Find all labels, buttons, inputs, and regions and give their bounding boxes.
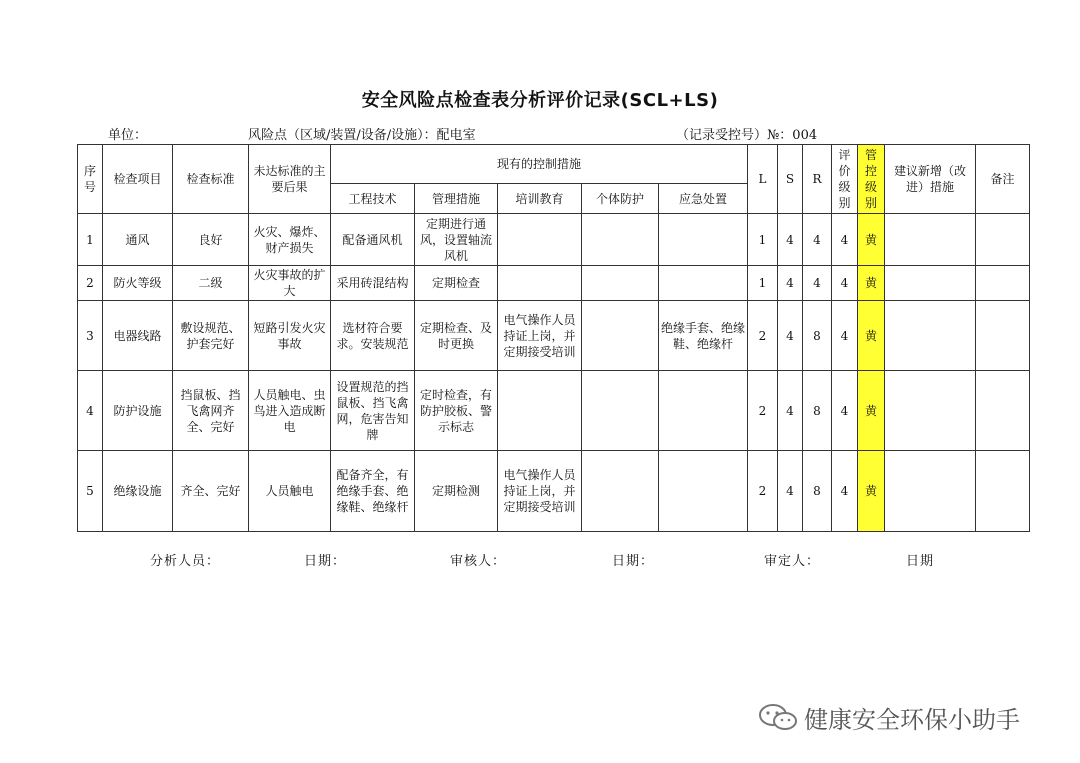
cell-seq: 2 [78,266,103,301]
cell-ppe [582,451,659,532]
cell-r: 4 [803,214,832,266]
cell-management: 定期检查、及时更换 [415,301,498,371]
cell-consequence: 火灾事故的扩大 [249,266,331,301]
cell-ppe [582,266,659,301]
cell-r: 8 [803,301,832,371]
header-engineering: 工程技术 [331,184,415,214]
cell-seq: 4 [78,371,103,451]
cell-suggest [885,451,976,532]
cell-s: 4 [778,301,803,371]
header-item: 检查项目 [103,145,173,214]
cell-control-level: 黄 [858,214,885,266]
reviewer-label: 审核人： [450,554,507,569]
approver-label: 审定人： [764,554,821,569]
cell-control-level: 黄 [858,301,885,371]
cell-ppe [582,301,659,371]
header-l: L [748,145,778,214]
header-current-controls: 现有的控制措施 [331,145,748,184]
table-row [78,301,1030,371]
header-control-level: 管控级别 [858,145,885,214]
cell-training: 电气操作人员持证上岗，并定期接受培训 [498,301,582,371]
table-row [78,451,1030,532]
cell-l: 1 [748,214,778,266]
header-seq: 序号 [78,145,103,214]
page-title: 安全风险点检查表分析评价记录(SCL+LS) [361,90,719,111]
header-emergency: 应急处置 [659,184,748,214]
watermark [758,700,1020,734]
cell-eval-level: 4 [832,301,858,371]
table-row [78,371,1030,451]
cell-standard: 敷设规范、护套完好 [173,301,249,371]
header-suggest: 建议新增（改进）措施 [885,145,976,214]
header-row-1 [78,145,1030,184]
cell-item: 电器线路 [103,301,173,371]
cell-engineering: 设置规范的挡鼠板、挡飞禽网，危害告知牌 [331,371,415,451]
checklist-table [77,144,1030,532]
header-r: R [803,145,832,214]
cell-engineering: 配备通风机 [331,214,415,266]
date-label-3: 日期 [906,554,935,569]
cell-s: 4 [778,214,803,266]
date-label-1: 日期： [304,554,347,569]
cell-seq: 3 [78,301,103,371]
cell-remark [976,371,1030,451]
analyst-label: 分析人员： [150,554,221,569]
cell-standard: 二级 [173,266,249,301]
header-s: S [778,145,803,214]
cell-standard: 齐全、完好 [173,451,249,532]
cell-item: 防护设施 [103,371,173,451]
cell-r: 4 [803,266,832,301]
cell-consequence: 短路引发火灾事故 [249,301,331,371]
cell-emergency [659,451,748,532]
cell-l: 2 [748,371,778,451]
cell-eval-level: 4 [832,451,858,532]
table-row [78,214,1030,266]
watermark-text: 健康安全环保小助手 [804,705,1020,734]
cell-engineering: 选材符合要求。安装规范 [331,301,415,371]
cell-suggest [885,214,976,266]
cell-management: 定期检查 [415,266,498,301]
header-management: 管理措施 [415,184,498,214]
cell-engineering: 采用砖混结构 [331,266,415,301]
header-consequence: 未达标准的主要后果 [249,145,331,214]
cell-training [498,371,582,451]
cell-training [498,266,582,301]
cell-remark [976,266,1030,301]
cell-emergency [659,371,748,451]
wechat-icon [758,702,798,732]
cell-eval-level: 4 [832,214,858,266]
cell-suggest [885,371,976,451]
table-row [78,266,1030,301]
unit-label: 单位： [108,128,148,143]
cell-r: 8 [803,371,832,451]
header-standard: 检查标准 [173,145,249,214]
cell-l: 2 [748,451,778,532]
cell-emergency [659,266,748,301]
cell-training: 电气操作人员持证上岗，并定期接受培训 [498,451,582,532]
header-training: 培训教育 [498,184,582,214]
risk-point-label: 风险点（区域/装置/设备/设施）：配电室 [248,128,476,143]
cell-r: 8 [803,451,832,532]
cell-s: 4 [778,371,803,451]
cell-ppe [582,214,659,266]
cell-training [498,214,582,266]
cell-remark [976,214,1030,266]
cell-management: 定时检查，有防护胶板、警示标志 [415,371,498,451]
date-label-2: 日期： [612,554,655,569]
cell-eval-level: 4 [832,371,858,451]
cell-consequence: 火灾、爆炸、财产损失 [249,214,331,266]
cell-remark [976,301,1030,371]
cell-suggest [885,301,976,371]
cell-s: 4 [778,451,803,532]
cell-management: 定期检测 [415,451,498,532]
cell-remark [976,451,1030,532]
header-eval-level: 评价级别 [832,145,858,214]
cell-item: 通风 [103,214,173,266]
cell-s: 4 [778,266,803,301]
cell-standard: 挡鼠板、挡飞禽网齐全、完好 [173,371,249,451]
cell-emergency [659,214,748,266]
cell-item: 防火等级 [103,266,173,301]
record-number: （记录受控号）№：004 [676,128,818,143]
cell-standard: 良好 [173,214,249,266]
cell-eval-level: 4 [832,266,858,301]
header-remark: 备注 [976,145,1030,214]
cell-l: 1 [748,266,778,301]
cell-suggest [885,266,976,301]
cell-ppe [582,371,659,451]
header-ppe: 个体防护 [582,184,659,214]
cell-seq: 1 [78,214,103,266]
cell-item: 绝缘设施 [103,451,173,532]
cell-consequence: 人员触电 [249,451,331,532]
cell-consequence: 人员触电、虫鸟进入造成断电 [249,371,331,451]
cell-control-level: 黄 [858,451,885,532]
cell-control-level: 黄 [858,371,885,451]
cell-emergency: 绝缘手套、绝缘鞋、绝缘杆 [659,301,748,371]
cell-engineering: 配备齐全，有绝缘手套、绝缘鞋、绝缘杆 [331,451,415,532]
cell-seq: 5 [78,451,103,532]
cell-l: 2 [748,301,778,371]
cell-control-level: 黄 [858,266,885,301]
cell-management: 定期进行通风，设置轴流风机 [415,214,498,266]
